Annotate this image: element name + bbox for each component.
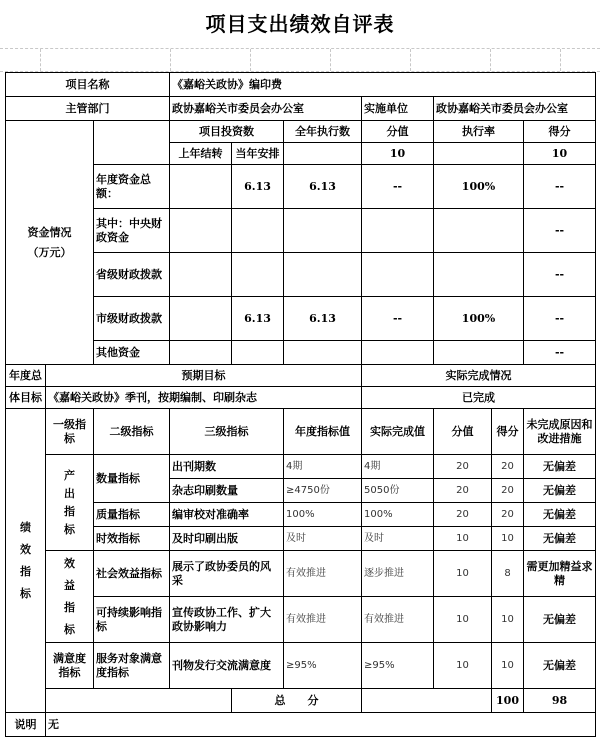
funds-row: 其他资金 -- [6,341,596,365]
perf-l2: 数量指标 [94,455,170,503]
perf-row: 满意度指标 服务对象满意度指标 刊物发行交流满意度 ≥95% ≥95% 10 10 无偏差 [6,643,596,689]
note-value: 无 [46,713,596,737]
funds-get-value: 10 [524,143,596,165]
perf-score-header: 分值 [434,409,492,455]
perf-l1-effect: 效 益 指 标 [46,551,94,643]
perf-section-label: 绩 效 指 标 [6,409,46,713]
goal-expected-value: 《嘉峪关政协》季刊，按期编制、印刷杂志 [46,387,362,409]
goal-actual-header: 实际完成情况 [362,365,596,387]
funds-this-year-header: 当年安排 [232,143,284,165]
funds-invest-header: 项目投资数 [170,121,284,143]
goal-actual-value: 已完成 [362,387,596,409]
funds-exec-header: 全年执行数 [284,121,362,143]
unit-label: 实施单位 [362,97,434,121]
perf-l2: 可持续影响指标 [94,597,170,643]
goal-content-row [6,387,596,409]
perf-l2: 时效指标 [94,527,170,551]
project-name-value: 《嘉峪关政协》编印费 [170,73,596,97]
perf-l1-satisfaction: 满意度指标 [46,643,94,689]
perf-l1-output: 产 出 指 标 [46,455,94,551]
funds-rate-header: 执行率 [434,121,524,143]
perf-l3: 编审校对准确率 [170,503,284,527]
perf-target-header: 年度指标值 [284,409,362,455]
total-score: 100 [492,689,524,713]
funds-row-label: 其他资金 [94,341,170,365]
perf-row: 质量指标 编审校对准确率 100% 100% 20 20 无偏差 [6,503,596,527]
dept-label: 主管部门 [6,97,170,121]
unit-value: 政协嘉峪关市委员会办公室 [434,97,596,121]
perf-l1-header: 一级指标 [46,409,94,455]
total-get: 98 [524,689,596,713]
perf-row: 时效指标 及时印刷出版 及时 及时 10 10 无偏差 [6,527,596,551]
perf-l3: 宣传政协工作、扩大政协影响力 [170,597,284,643]
funds-section-label: 资金情况 （万元） [6,121,94,365]
funds-row: 省级财政拨款 -- [6,253,596,297]
total-row [6,689,596,713]
dept-value: 政协嘉峪关市委员会办公室 [170,97,362,121]
perf-header-row [6,409,596,455]
funds-row: 年度资金总额： 6.13 6.13 -- 100% -- [6,165,596,209]
perf-actual-header: 实际完成值 [362,409,434,455]
perf-row: 效 益 指 标 社会效益指标 展示了政协委员的风采 有效推进 逐步推进 10 8 需更加精益求精 [6,551,596,597]
note-label: 说明 [6,713,46,737]
row-department [6,97,596,121]
page-title: 项目支出绩效自评表 [205,12,395,36]
perf-get-header: 得分 [492,409,524,455]
goal-expected-header: 预期目标 [46,365,362,387]
perf-l3: 展示了政协委员的风采 [170,551,284,597]
row-project-name [6,73,596,97]
evaluation-table [5,72,596,737]
funds-score-value: 10 [362,143,434,165]
funds-row: 其中：中央财政资金 -- [6,209,596,253]
perf-row: 可持续影响指标 宣传政协工作、扩大政协影响力 有效推进 有效推进 10 10 无偏差 [6,597,596,643]
perf-reason-header: 未完成原因和改进措施 [524,409,596,455]
perf-row: 产 出 指 标 数量指标 出刊期数 4期 4期 20 20 无偏差 [6,455,596,479]
funds-last-year-header: 上年结转 [170,143,232,165]
perf-l3: 及时印刷出版 [170,527,284,551]
funds-score-header: 分值 [362,121,434,143]
perf-l3: 出刊期数 [170,455,284,479]
goal-label-top: 年度总 [6,365,46,387]
perf-l2: 社会效益指标 [94,551,170,597]
perf-l2: 服务对象满意度指标 [94,643,170,689]
funds-header-row [6,121,596,143]
perf-l2: 质量指标 [94,503,170,527]
perf-row: 杂志印刷数量 ≥4750份 5050份 20 20 无偏差 [6,479,596,503]
funds-row-label: 其中：中央财政资金 [94,209,170,253]
perf-l3: 刊物发行交流满意度 [170,643,284,689]
perf-l3: 杂志印刷数量 [170,479,284,503]
grid-header-strip [0,48,600,72]
funds-row: 市级财政拨款 6.13 6.13 -- 100% -- [6,297,596,341]
goal-label-bottom: 体目标 [6,387,46,409]
funds-row-label: 省级财政拨款 [94,253,170,297]
funds-row-label: 年度资金总额： [94,165,170,209]
note-row [6,713,596,737]
perf-l2-header: 二级指标 [94,409,170,455]
funds-get-header: 得分 [524,121,596,143]
perf-l3-header: 三级指标 [170,409,284,455]
total-label: 总 分 [232,689,362,713]
goal-header-row [6,365,596,387]
project-name-label: 项目名称 [6,73,170,97]
funds-row-label: 市级财政拨款 [94,297,170,341]
